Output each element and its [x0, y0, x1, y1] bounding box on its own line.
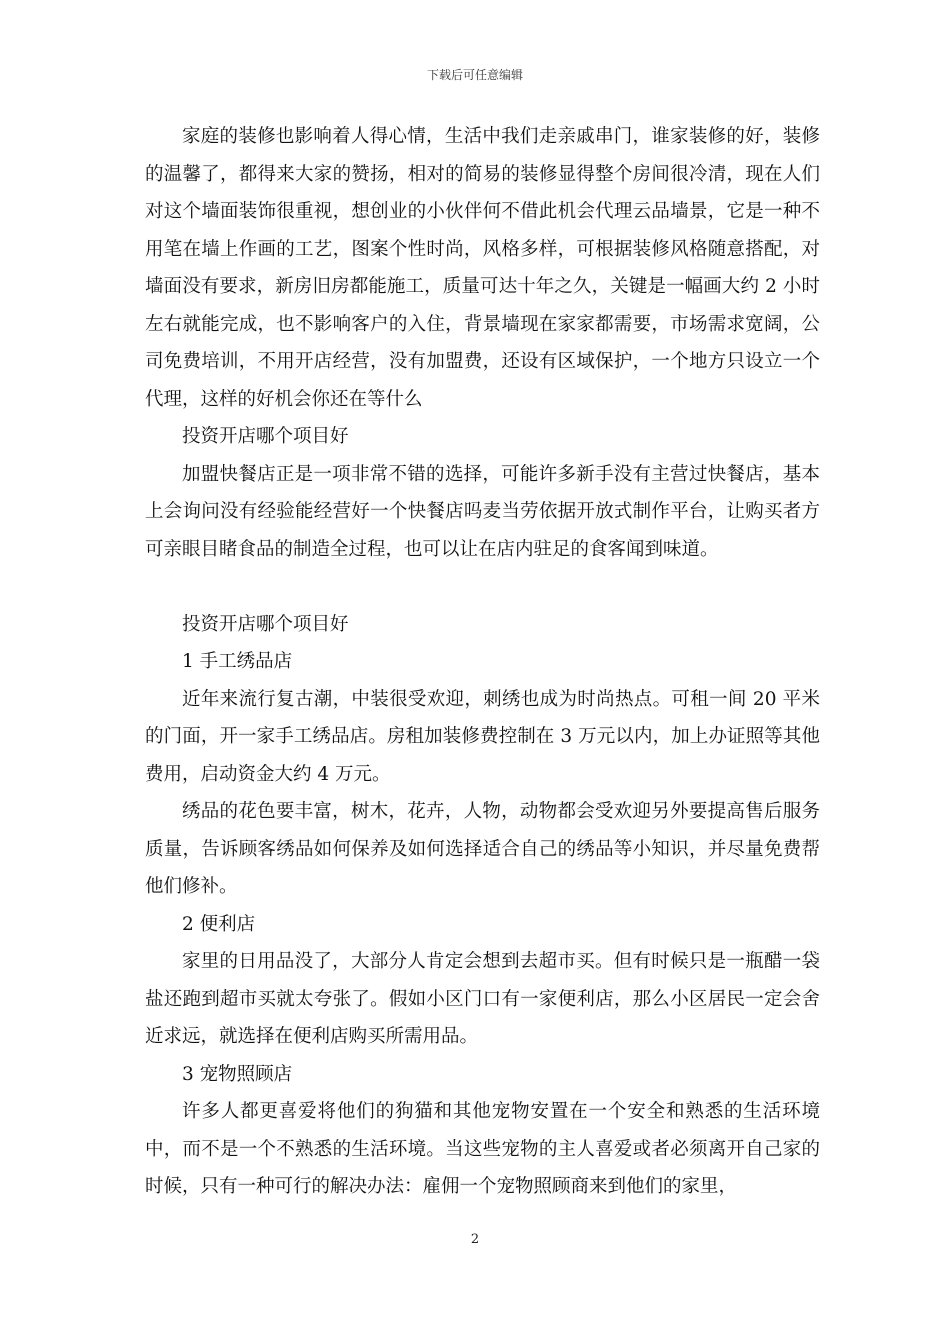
paragraph-gap — [145, 568, 820, 606]
paragraph-embroidery-service: 绣品的花色要丰富，树木，花卉，人物，动物都会受欢迎另外要提高售后服务质量，告诉顾客绣品如何保养及如何选择适合自己的绣品等小知识，并尽量免费帮他们修补。 — [145, 801, 820, 897]
item-heading-pet-care: 3 宠物照顾店 — [182, 1063, 293, 1085]
item-heading-embroidery: 1 手工绣品店 — [182, 651, 293, 672]
item-heading-convenience: 2 便利店 — [182, 913, 256, 935]
paragraph-fast-food: 加盟快餐店正是一项非常不错的选择，可能许多新手没有主营过快餐店，基本上会询问没有经验能经营好一个快餐店吗麦当劳依据开放式制作平台，让购买者方可亲眼目睹食品的制造全过程，也可以让在店内驻足的食客闻到味道。 — [145, 463, 820, 560]
section-heading: 投资开店哪个项目好 — [182, 613, 349, 635]
paragraph-embroidery-startup: 近年来流行复古潮，中装很受欢迎，刺绣也成为时尚热点。可租一间 20 平米的门面，开一家手工绣品店。房租加装修费控制在 3 万元以内，加上办证照等其他费用，启动资金大约 4 万元。 — [145, 688, 820, 785]
paragraph-convenience: 家里的日用品没了，大部分人肯定会想到去超市买。但有时候只是一瓶醋一袋盐还跑到超市买就太夸张了。假如小区门口有一家便利店，那么小区居民一定会舍近求远，就选择在便利店购买所需用品。 — [145, 951, 820, 1047]
document-body — [145, 118, 820, 1206]
page-number: 2 — [470, 1232, 480, 1247]
header-note: 下载后可任意编辑 — [426, 68, 523, 82]
paragraph-wall-decoration: 家庭的装修也影响着人得心情，生活中我们走亲戚串门，谁家装修的好，装修的温馨了，都得来大家的赞扬，相对的简易的装修显得整个房间很冷清，现在人们对这个墙面装饰很重视，想创业的小伙伴何不借此机会代理云品墙景，它是一种不用笔在墙上作画的工艺，图案个性时尚，风格多样，可根据装修风格随意搭配，对墙面没有要求，新房旧房都能施工，质量可达十年之久，关键是一幅画大约 2 小时左右就能完成，也不影响客户的入住，背景墙现在家家都需要，市场需求宽阔，公司免费培训，不用开店经营，没有加盟费，还设有区域保护，一个地方只设立一个代理，这样的好机会你还在等什么 — [145, 126, 820, 410]
paragraph-pet-care: 许多人都更喜爱将他们的狗猫和其他宠物安置在一个安全和熟悉的生活环境中，而不是一个不熟悉的生活环境。当这些宠物的主人喜爱或者必须离开自己家的时候，只有一种可行的解决办法：雇佣一个宠物照顾商来到他们的家里， — [145, 1101, 820, 1197]
section-heading: 投资开店哪个项目好 — [182, 426, 349, 447]
